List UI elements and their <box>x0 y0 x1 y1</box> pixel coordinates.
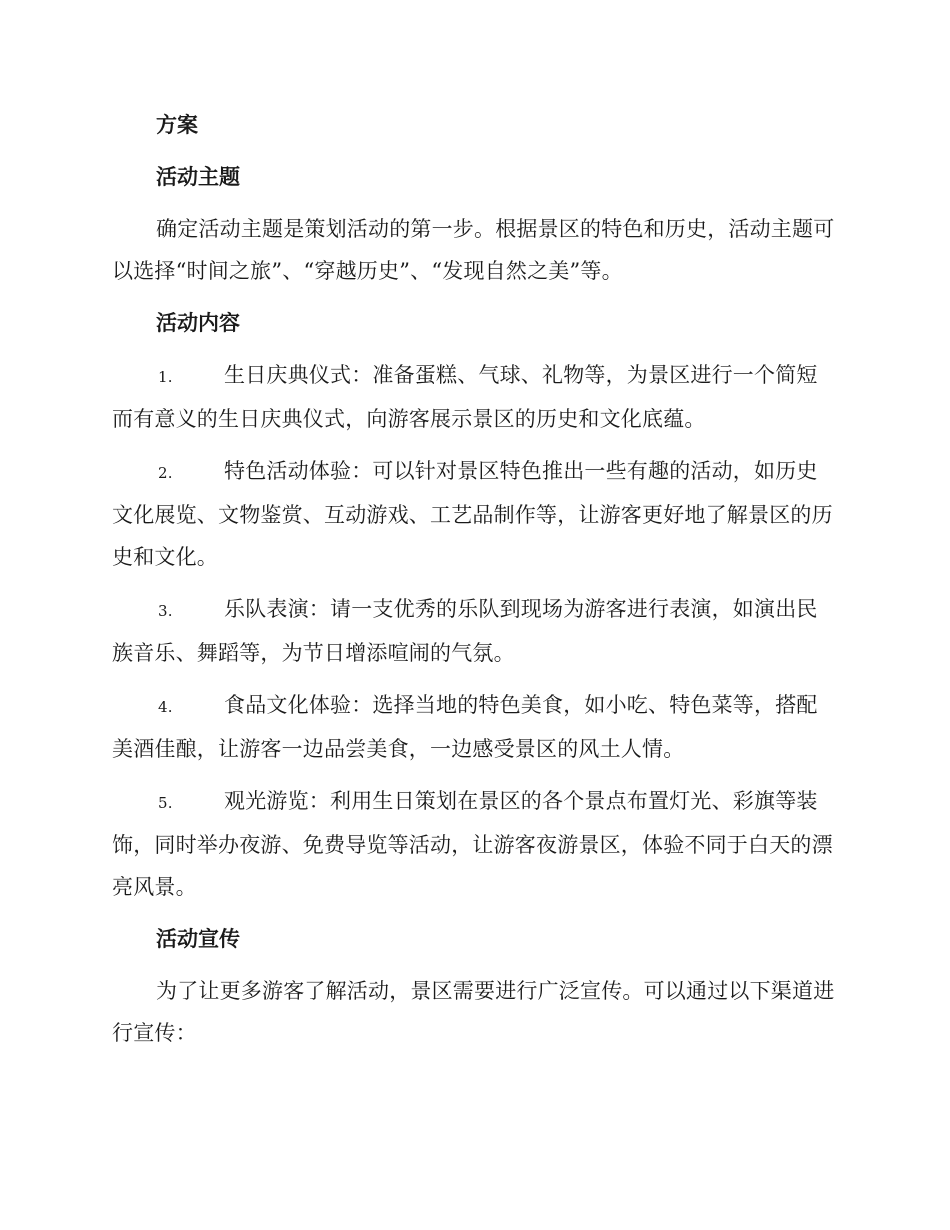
list-item <box>112 354 836 440</box>
list-item-text: 生日庆典仪式：准备蛋糕、气球、礼物等，为景区进行一个简短而有意义的生日庆典仪式，向游客展示景区的历史和文化底蕴。 <box>112 363 818 431</box>
list-item-number: 5. <box>158 794 173 812</box>
promotion-paragraph: 为了让更多游客了解活动，景区需要进行广泛宣传。可以通过以下渠道进行宣传： <box>112 979 835 1045</box>
list-item-text: 观光游览：利用生日策划在景区的各个景点布置灯光、彩旗等装饰，同时举办夜游、免费导览等活动，让游客夜游景区，体验不同于白天的漂亮风景。 <box>112 789 833 899</box>
document-title: 方案 <box>156 112 198 137</box>
list-item-number: 1. <box>158 368 173 386</box>
list-item-number: 2. <box>158 464 173 482</box>
list-item-number: 3. <box>158 602 173 620</box>
section-heading-content: 活动内容 <box>156 310 240 335</box>
theme-paragraph: 确定活动主题是策划活动的第一步。根据景区的特色和历史，活动主题可以选择“时间之旅”、“穿越历史”、“发现自然之美”等。 <box>112 217 835 283</box>
section-heading-promotion: 活动宣传 <box>156 926 240 951</box>
section-heading-theme: 活动主题 <box>156 164 240 189</box>
document-body <box>112 104 836 1064</box>
list-item-text: 特色活动体验：可以针对景区特色推出一些有趣的活动，如历史文化展览、文物鉴赏、互动游戏、工艺品制作等，让游客更好地了解景区的历史和文化。 <box>112 459 833 569</box>
list-item <box>112 450 836 578</box>
list-item-text: 食品文化体验：选择当地的特色美食，如小吃、特色菜等，搭配美酒佳酿，让游客一边品尝美食，一边感受景区的风土人情。 <box>112 693 818 761</box>
list-item-number: 4. <box>158 698 173 716</box>
list-item <box>112 588 836 674</box>
list-item <box>112 684 836 770</box>
list-item-text: 乐队表演：请一支优秀的乐队到现场为游客进行表演，如演出民族音乐、舞蹈等，为节日增添喧闹的气氛。 <box>112 597 818 665</box>
list-item <box>112 780 836 908</box>
